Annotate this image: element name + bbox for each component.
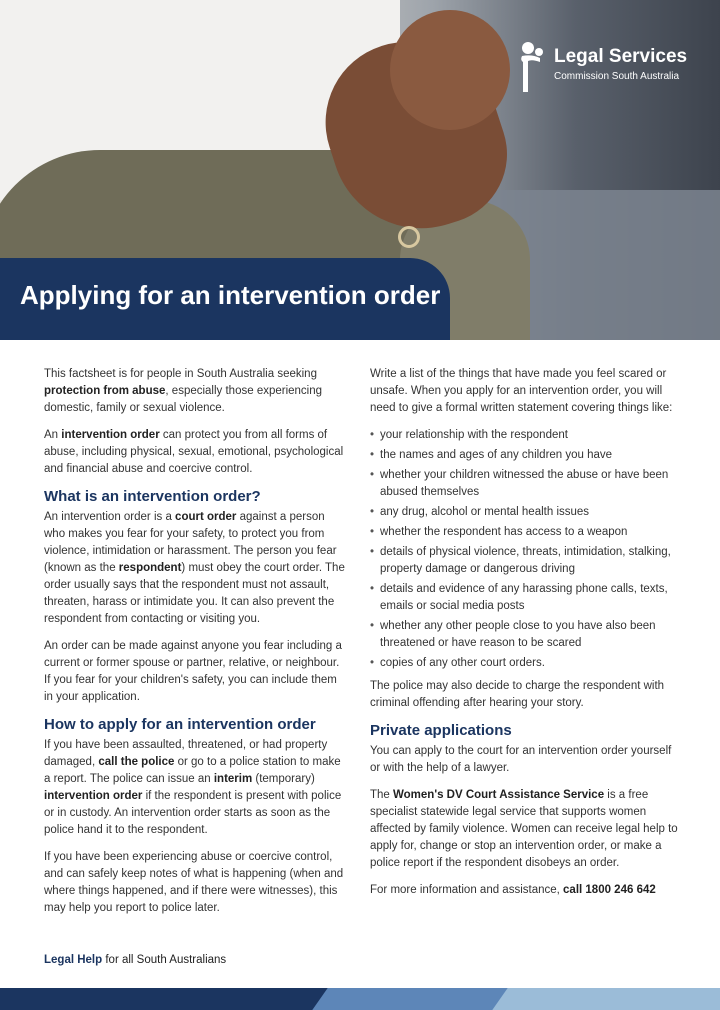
heading-what-is: What is an intervention order? — [44, 488, 261, 505]
list-item: • whether the respondent has access to a weapon — [370, 524, 680, 541]
photo-ring — [398, 226, 420, 248]
emphasis: interim — [213, 773, 253, 785]
logo-mark-icon — [518, 40, 546, 94]
emphasis: Women's DV Court Assistance Service — [393, 789, 605, 801]
text: against a person who makes you fear for your safety, to protect you from violence, intimidation or harassment. The person you fear (known as the — [44, 511, 337, 574]
text: , especially those experiencing domestic, family or sexual violence. — [44, 385, 323, 414]
text: ) must obey the court order. The order usually says that the respondent must not assault, threaten, harass or intimidate you. It can also prevent the respondent from contacting or visiting you. — [44, 562, 345, 625]
list-item: • whether any other people close to you have also been threatened or have reason to be scared — [370, 618, 680, 652]
list-item: • any drug, alcohol or mental health issues — [370, 504, 680, 521]
tagline-text: for all South Australians — [102, 954, 227, 966]
text: For more information and assistance, — [370, 884, 564, 896]
intro-paragraph — [44, 366, 348, 417]
how-paragraph-2: If you have been experiencing abuse or coercive control, and can safely keep notes of what is happening (when and where things happened, and if there were witnesses), this may help you report to police later. — [44, 851, 344, 914]
heading-private-applications: Private applications — [370, 722, 512, 739]
page-title: Applying for an intervention order — [20, 280, 441, 310]
left-column — [44, 366, 348, 927]
emphasis: court order — [175, 511, 237, 523]
text: or go to a police station to make a report. The police can issue an — [44, 756, 341, 785]
list-intro: Write a list of the things that have made you feel scared or unsafe. When you apply for an intervention order, you will need to give a formal written statement covering things like: — [370, 368, 673, 414]
private-paragraph-1: You can apply to the court for an intervention order yourself or with the help of a lawyer. — [370, 745, 672, 774]
statement-checklist — [370, 427, 680, 672]
private-paragraph-2 — [370, 787, 680, 872]
text: The — [370, 789, 394, 801]
brand-logo — [518, 38, 698, 98]
emphasis: call the police — [98, 756, 175, 768]
footer-band — [0, 988, 720, 1010]
how-paragraph-1 — [44, 737, 348, 839]
text: This factsheet is for people in South Australia seeking — [44, 368, 317, 380]
what-paragraph-1 — [44, 509, 348, 628]
tagline-emphasis: Legal Help — [44, 954, 103, 966]
footer-stripe — [492, 988, 720, 1010]
list-item: • the names and ages of any children you have — [370, 447, 680, 464]
emphasis: intervention order — [44, 790, 143, 802]
text: An — [44, 429, 62, 441]
police-note: The police may also decide to charge the respondent with criminal offending after hearing your story. — [370, 680, 665, 709]
photo-hand-top — [390, 10, 510, 130]
emphasis: protection from abuse — [44, 385, 166, 397]
list-item: • copies of any other court orders. — [370, 655, 680, 672]
list-item: • details of physical violence, threats, intimidation, stalking, property damage or dangerous driving — [370, 544, 680, 578]
heading-how-to-apply: How to apply for an intervention order — [44, 716, 316, 733]
right-column — [370, 366, 680, 909]
footer-tagline — [44, 954, 226, 966]
phone-number: call 1800 246 642 — [563, 884, 656, 896]
text: If you have been assaulted, threatened, or had property damaged, — [44, 739, 328, 768]
text: (temporary) — [252, 773, 315, 785]
brand-subtitle: Commission South Australia — [554, 71, 680, 82]
text: An intervention order is a — [44, 511, 176, 523]
hero-photo — [0, 0, 720, 340]
emphasis: respondent — [118, 562, 182, 574]
text: can protect you from all forms of abuse, including physical, sexual, emotional, psychological and financial abuse and coercive control. — [44, 429, 344, 475]
list-item: • your relationship with the respondent — [370, 427, 680, 444]
what-paragraph-2: An order can be made against anyone you fear including a current or former spouse or partner, relative, or neighbour. If you fear for your children's safety, you can include them in your application. — [44, 640, 342, 703]
brand-name: Legal Services — [554, 46, 688, 67]
emphasis: intervention order — [61, 429, 160, 441]
text: if the respondent is present with police or in custody. An intervention order starts as soon as the police hand it to the respondent. — [44, 790, 342, 836]
intro-paragraph-2 — [44, 427, 348, 478]
more-info — [370, 882, 680, 899]
list-item: • whether your children witnessed the abuse or have been abused themselves — [370, 467, 680, 501]
text: is a free specialist statewide legal service that supports women affected by family violence. Women can receive legal help to apply for, change or stop an intervention order, or make a police report if the respondent disobeys an order. — [370, 789, 678, 869]
title-band — [0, 258, 450, 340]
list-item: • details and evidence of any harassing phone calls, texts, emails or social media posts — [370, 581, 680, 615]
